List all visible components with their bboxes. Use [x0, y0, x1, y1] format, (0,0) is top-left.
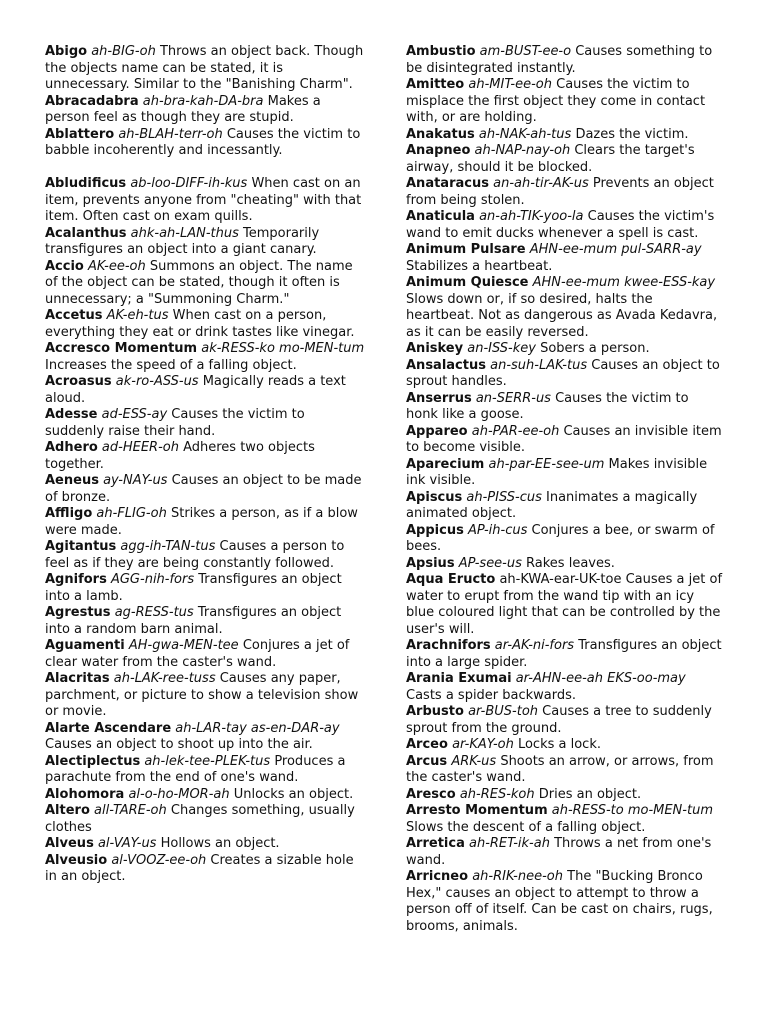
entry-term: Apsius — [406, 555, 455, 571]
entry-pronunciation: AH-gwa-MEN-tee — [128, 638, 239, 653]
entry-description: Slows down or, if so desired, halts the heartbeat. Not as dangerous as Avada Kedavra, as it can be easily reversed. — [406, 291, 718, 340]
glossary-entry — [45, 127, 367, 160]
entry-description: Adheres two objects together. — [45, 440, 315, 472]
entry-pronunciation: ah-LAK-ree-tuss — [113, 671, 216, 686]
entry-description: Unlocks an object. — [233, 786, 354, 802]
entry-description: Dries an object. — [538, 786, 642, 802]
glossary-entry — [45, 638, 367, 671]
entry-description: Temporarily transfigures an object into a giant canary. — [45, 225, 320, 257]
glossary-entry — [406, 209, 724, 242]
entry-description: Hollows an object. — [160, 836, 280, 851]
glossary-entry — [45, 803, 367, 836]
entry-description: Throws an object back. Though the objects name can be stated, it is unnecessary. Similar to the "Banishing Charm". — [45, 44, 364, 92]
entry-term: Ambustio — [406, 44, 476, 59]
entry-term: Aeneus — [45, 473, 99, 488]
entry-pronunciation: ah-LAR-tay as-en-DAR-ay — [175, 720, 340, 736]
glossary-entry — [406, 556, 724, 573]
entry-description: Changes something, usually clothes — [45, 803, 355, 835]
entry-description: Causes the victim to misplace the first object they come in contact with, or are holding. — [406, 77, 706, 125]
glossary-entry — [406, 490, 724, 523]
entry-term: Ansalactus — [406, 357, 486, 373]
entry-pronunciation: AHN-ee-mum pul-SARR-ay — [529, 242, 702, 257]
entry-description: Increases the speed of a falling object. — [45, 357, 297, 373]
entry-pronunciation: ah-MIT-ee-oh — [468, 77, 552, 92]
glossary-column-left — [45, 44, 367, 886]
glossary-entry — [406, 523, 724, 556]
entry-description: When cast on a person, everything they eat or drink tastes like vinegar. — [45, 308, 355, 340]
entry-description: Dazes the victim. — [575, 126, 689, 142]
glossary-entry — [406, 143, 724, 176]
glossary-entry — [406, 242, 724, 275]
entry-description: Shoots an arrow, or arrows, from the caster's wand. — [406, 753, 714, 785]
entry-pronunciation: ar-BUS-toh — [468, 704, 539, 719]
entry-term: Accresco Momentum — [45, 341, 198, 356]
entry-term: Arania Exumai — [406, 671, 512, 686]
entry-term: Anapneo — [406, 143, 471, 158]
entry-term: Abigo — [45, 44, 88, 59]
entry-term: Altero — [45, 803, 90, 818]
entry-term: Arricneo — [406, 869, 469, 884]
entry-pronunciation: ar-AHN-ee-ah EKS-oo-may — [515, 671, 686, 686]
glossary-entry — [45, 44, 367, 94]
entry-pronunciation: an-ah-TIK-yoo-la — [479, 209, 584, 224]
entry-pronunciation: am-BUST-ee-o — [479, 44, 572, 59]
entry-term: Appicus — [406, 522, 464, 538]
entry-term: Aparecium — [406, 456, 485, 472]
entry-term: Anserrus — [406, 390, 472, 406]
entry-term: Animum Pulsare — [406, 242, 526, 257]
entry-description: Conjures a bee, or swarm of bees. — [406, 522, 715, 554]
entry-term: Adhero — [45, 440, 98, 455]
entry-description: Sobers a person. — [540, 341, 650, 356]
glossary-entry — [406, 391, 724, 424]
entry-description: Makes a person feel as though they are stupid. — [45, 93, 321, 125]
entry-term: Arretica — [406, 836, 465, 851]
entry-pronunciation: ay-NAY-us — [103, 473, 168, 488]
entry-term: Anaticula — [406, 209, 475, 224]
entry-description: Throws a net from one's wand. — [406, 836, 712, 868]
glossary-entry — [45, 473, 367, 506]
glossary-entry — [45, 341, 367, 374]
entry-term: Amitteo — [406, 77, 465, 92]
glossary-entry — [406, 638, 724, 671]
entry-pronunciation: ah-bra-kah-DA-bra — [142, 93, 264, 109]
entry-term: Anataracus — [406, 176, 489, 191]
entry-term: Arceo — [406, 737, 448, 752]
entry-pronunciation: AP-ih-cus — [467, 522, 528, 538]
entry-term: Abracadabra — [45, 93, 139, 109]
entry-description: Causes something to be disintegrated instantly. — [406, 44, 713, 76]
glossary-entry — [406, 704, 724, 737]
entry-description: Strikes a person, as if a blow were made. — [45, 506, 358, 538]
glossary-entry — [406, 869, 724, 935]
entry-description: Makes invisible ink visible. — [406, 456, 708, 488]
entry-pronunciation: al-o-ho-MOR-ah — [128, 786, 230, 802]
entry-description: Magically reads a text aloud. — [45, 374, 346, 406]
entry-description: Transfigures an object into a large spider. — [406, 638, 722, 670]
entry-description: Causes an object to shoot up into the air. — [45, 737, 313, 752]
glossary-entry — [45, 226, 367, 259]
entry-description: Rakes leaves. — [526, 555, 615, 571]
entry-description: Causes the victim's wand to emit ducks whenever a spell is cast. — [406, 209, 715, 241]
entry-pronunciation: ag-RESS-tus — [114, 605, 194, 620]
entry-pronunciation: AP-see-us — [458, 555, 522, 571]
entry-pronunciation: AHN-ee-mum kwee-ESS-kay — [532, 275, 716, 290]
entry-description: Transfigures an object into a lamb. — [45, 572, 342, 604]
glossary-entry — [406, 803, 724, 836]
glossary-entry — [406, 572, 724, 638]
entry-description: Transfigures an object into a random barn animal. — [45, 605, 342, 637]
glossary-entry — [45, 836, 367, 853]
entry-term: Alveusio — [45, 852, 108, 868]
entry-term: Abludificus — [45, 176, 127, 191]
entry-pronunciation: an-suh-LAK-tus — [490, 357, 588, 373]
glossary-entry — [406, 341, 724, 358]
entry-pronunciation: ar-KAY-oh — [452, 737, 514, 752]
entry-term: Arachnifors — [406, 638, 491, 653]
entry-pronunciation: ah-BLAH-terr-oh — [118, 126, 223, 142]
glossary-entry — [45, 787, 367, 804]
glossary-entry — [45, 259, 367, 309]
entry-term: Agnifors — [45, 572, 107, 587]
entry-term: Arbusto — [406, 704, 464, 719]
entry-description: Causes a jet of water to erupt from the wand tip with an icy blue coloured light that can be controlled by the user's will. — [406, 572, 723, 637]
entry-term: Accetus — [45, 308, 103, 323]
entry-pronunciation: ah-RES-koh — [459, 786, 535, 802]
entry-term: Appareo — [406, 423, 468, 439]
glossary-entry — [406, 77, 724, 127]
entry-pronunciation: an-ah-tir-AK-us — [493, 176, 589, 191]
entry-description: Causes the victim to babble incoherently and incessantly. — [45, 126, 361, 158]
glossary-entry — [406, 787, 724, 804]
entry-pronunciation: ahk-ah-LAN-thus — [130, 225, 239, 241]
entry-description: Creates a sizable hole in an object. — [45, 852, 354, 884]
glossary-column-right — [406, 44, 724, 935]
glossary-entry — [45, 440, 367, 473]
entry-description: Causes a person to feel as if they are being constantly followed. — [45, 539, 345, 571]
entry-pronunciation: ah-par-EE-see-um — [488, 456, 605, 472]
glossary-entry — [45, 506, 367, 539]
entry-pronunciation: ad-HEER-oh — [101, 440, 179, 455]
entry-term: Aniskey — [406, 341, 464, 356]
glossary-entry — [406, 176, 724, 209]
glossary-entry — [406, 44, 724, 77]
entry-term: Alarte Ascendare — [45, 720, 172, 736]
entry-term: Arresto Momentum — [406, 803, 548, 818]
entry-description: Locks a lock. — [517, 737, 601, 752]
entry-description: Causes a tree to suddenly sprout from the ground. — [406, 704, 712, 736]
entry-term: Anakatus — [406, 126, 475, 142]
glossary-entry — [406, 127, 724, 144]
entry-description: Clears the target's airway, should it be blocked. — [406, 143, 695, 175]
entry-pronunciation: ah-lek-tee-PLEK-tus — [144, 753, 271, 769]
glossary-entry — [45, 407, 367, 440]
glossary-entry — [45, 671, 367, 721]
entry-term: Agrestus — [45, 605, 111, 620]
entry-term: Arcus — [406, 753, 448, 769]
entry-pronunciation: agg-ih-TAN-tus — [120, 539, 216, 554]
entry-term: Affligo — [45, 506, 93, 521]
entry-pronunciation: ah-NAP-nay-oh — [474, 143, 571, 158]
entry-pronunciation: an-ISS-key — [467, 341, 536, 356]
entry-pronunciation: ARK-us — [451, 753, 497, 769]
entry-description: When cast on an item, prevents anyone from "cheating" with that item. Often cast on exam quills. — [45, 176, 362, 224]
glossary-entry — [45, 539, 367, 572]
entry-description: Conjures a jet of clear water from the caster's wand. — [45, 638, 350, 670]
entry-pronunciation: ah-FLIG-oh — [96, 506, 167, 521]
glossary-entry — [406, 836, 724, 869]
entry-term: Adesse — [45, 407, 98, 422]
entry-description: Causes the victim to suddenly raise their hand. — [45, 407, 305, 439]
entry-description: Inanimates a magically animated object. — [406, 489, 698, 521]
entry-pronunciation: ah-RET-ik-ah — [469, 836, 550, 851]
entry-pronunciation: ah-RIK-nee-oh — [472, 869, 563, 884]
entry-pronunciation: an-SERR-us — [475, 390, 551, 406]
entry-pronunciation: al-VAY-us — [97, 836, 157, 851]
entry-pronunciation: ah-PAR-ee-oh — [471, 423, 560, 439]
entry-description: Causes an invisible item to become visible. — [406, 423, 722, 455]
glossary-entry — [45, 605, 367, 638]
entry-description: Causes any paper, parchment, or picture to show a television show or movie. — [45, 671, 359, 719]
entry-term: Alohomora — [45, 786, 125, 802]
entry-pronunciation: AGG-nih-fors — [110, 572, 195, 587]
entry-pronunciation: ah-RESS-to mo-MEN-tum — [551, 803, 713, 818]
entry-term: Apiscus — [406, 489, 463, 505]
glossary-entry — [45, 754, 367, 787]
entry-pronunciation: ah-KWA-ear-UK-toe — [499, 572, 622, 587]
glossary-entry — [45, 374, 367, 407]
glossary-entry — [406, 737, 724, 754]
entry-pronunciation: AK-ee-oh — [88, 258, 146, 274]
glossary-entry — [406, 424, 724, 457]
entry-pronunciation: ah-PISS-cus — [466, 489, 542, 505]
entry-pronunciation: ah-NAK-ah-tus — [478, 126, 572, 142]
entry-term: Aqua Eructo — [406, 572, 496, 587]
entry-description: Causes an object to be made of bronze. — [45, 473, 362, 505]
entry-term: Alveus — [45, 836, 94, 851]
glossary-entry — [406, 358, 724, 391]
entry-description: Causes an object to sprout handles. — [406, 357, 720, 389]
entry-description: Stabilizes a heartbeat. — [406, 258, 553, 274]
entry-pronunciation: ah-BIG-oh — [91, 44, 156, 59]
entry-term: Agitantus — [45, 539, 117, 554]
glossary-entry — [406, 754, 724, 787]
entry-description: Slows the descent of a falling object. — [406, 819, 646, 835]
entry-pronunciation: ar-AK-ni-fors — [494, 638, 575, 653]
entry-pronunciation: ab-loo-DIFF-ih-kus — [130, 176, 248, 191]
entry-term: Alacritas — [45, 671, 110, 686]
entry-term: Aguamenti — [45, 638, 125, 653]
entry-term: Accio — [45, 258, 84, 274]
entry-description: Causes the victim to honk like a goose. — [406, 390, 689, 422]
entry-term: Ablattero — [45, 126, 115, 142]
entry-pronunciation: AK-eh-tus — [106, 308, 169, 323]
entry-pronunciation: all-TARE-oh — [94, 803, 167, 818]
entry-pronunciation: ad-ESS-ay — [101, 407, 168, 422]
glossary-entry — [406, 671, 724, 704]
entry-pronunciation: ak-RESS-ko mo-MEN-tum — [201, 341, 365, 356]
glossary-entry — [45, 853, 367, 886]
glossary-entry — [45, 308, 367, 341]
glossary-entry — [45, 94, 367, 127]
glossary-entry — [45, 176, 367, 226]
entry-term: Acalanthus — [45, 225, 127, 241]
entry-description: The "Bucking Bronco Hex," causes an object to attempt to throw a person off of itself. Can be cast on chairs, rugs, brooms, animals. — [406, 869, 713, 934]
entry-description: Prevents an object from being stolen. — [406, 176, 714, 208]
glossary-entry — [45, 721, 367, 754]
glossary-entry — [406, 275, 724, 341]
entry-pronunciation: ak-ro-ASS-us — [115, 374, 199, 389]
entry-term: Aresco — [406, 786, 456, 802]
entry-term: Animum Quiesce — [406, 275, 529, 290]
entry-term: Acroasus — [45, 374, 112, 389]
entry-description: Casts a spider backwards. — [406, 687, 577, 703]
entry-description: Summons an object. The name of the object can be stated, though it often is unnecessary; a "Summoning Charm." — [45, 258, 353, 307]
entry-term: Alectiplectus — [45, 753, 141, 769]
glossary-entry — [45, 572, 367, 605]
entry-pronunciation: al-VOOZ-ee-oh — [111, 852, 207, 868]
glossary-entry — [406, 457, 724, 490]
entry-description: Produces a parachute from the end of one's wand. — [45, 753, 346, 785]
